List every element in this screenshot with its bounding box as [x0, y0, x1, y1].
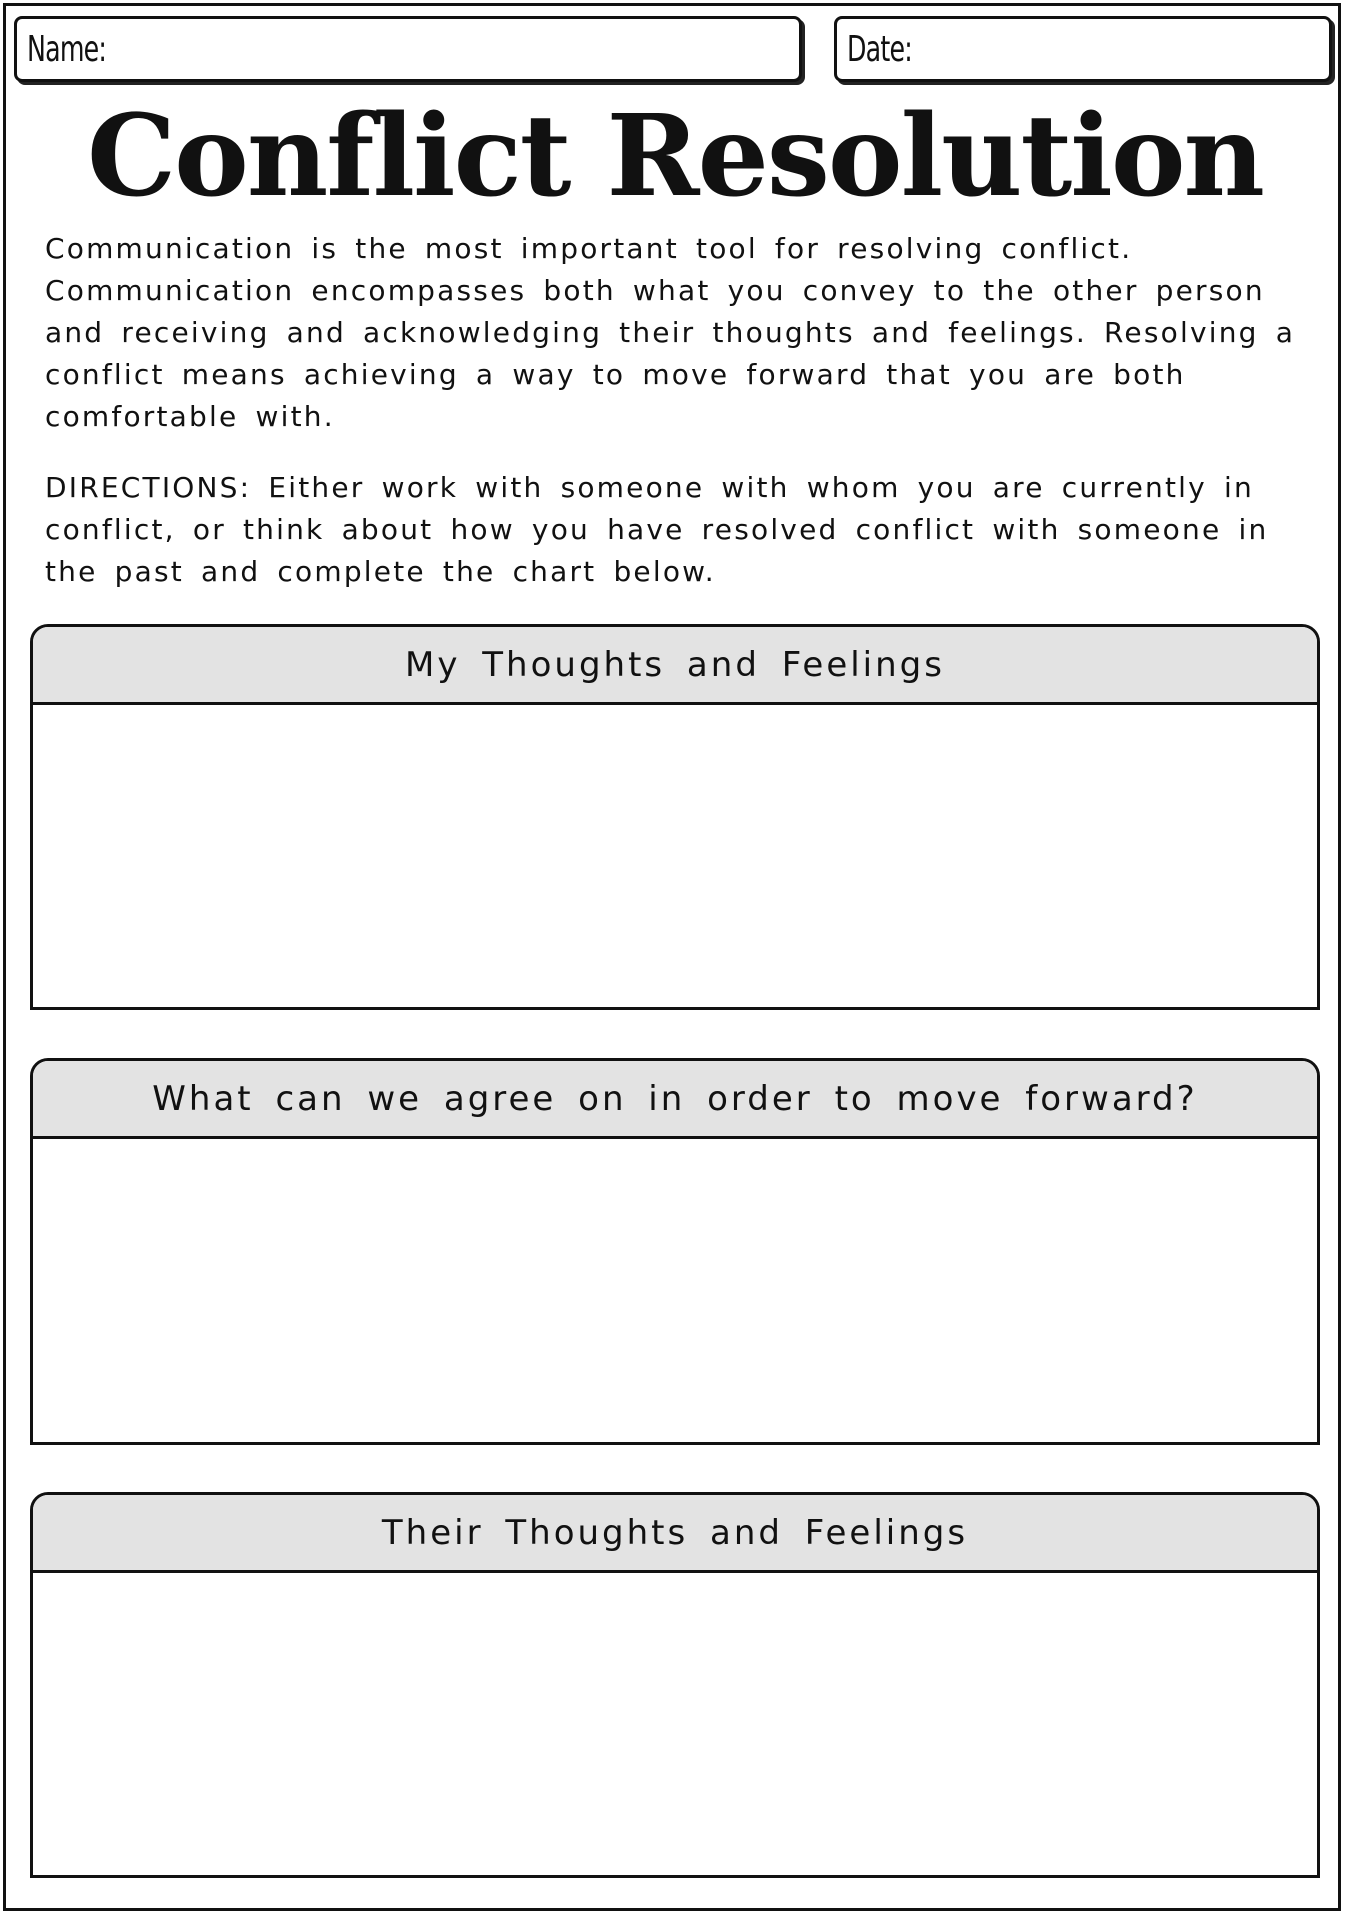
- name-field[interactable]: [14, 16, 802, 82]
- date-label: Date:: [847, 28, 913, 70]
- section-my-thoughts: [30, 624, 1320, 1010]
- date-field[interactable]: [834, 16, 1332, 82]
- name-label: Name:: [27, 28, 107, 70]
- section-title: My Thoughts and Feelings: [405, 644, 945, 685]
- their-thoughts-writing-area[interactable]: [33, 1573, 1317, 1875]
- intro-paragraph: Communication is the most important tool for resolving conflict. Communication encompasses both what you convey to the other person and receiving and acknowledging their thoughts and feelings. Resolving a conflict means achieving a way to move forward that you are both comfortable with.: [45, 232, 1296, 433]
- directions-paragraph: DIRECTIONS: Either work with someone with whom you are currently in conflict, or think about how you have resolved conflict with someone in the past and complete the chart below.: [45, 471, 1269, 588]
- section-title: Their Thoughts and Feelings: [381, 1512, 969, 1553]
- section-their-thoughts: [30, 1492, 1320, 1878]
- section-header: [33, 1495, 1317, 1573]
- section-agreement: [30, 1058, 1320, 1445]
- agreement-writing-area[interactable]: [33, 1139, 1317, 1442]
- page-title: Conflict Resolution: [87, 91, 1263, 222]
- section-header: [33, 627, 1317, 705]
- section-header: [33, 1061, 1317, 1139]
- section-title: What can we agree on in order to move forward?: [152, 1078, 1198, 1119]
- my-thoughts-writing-area[interactable]: [33, 705, 1317, 1007]
